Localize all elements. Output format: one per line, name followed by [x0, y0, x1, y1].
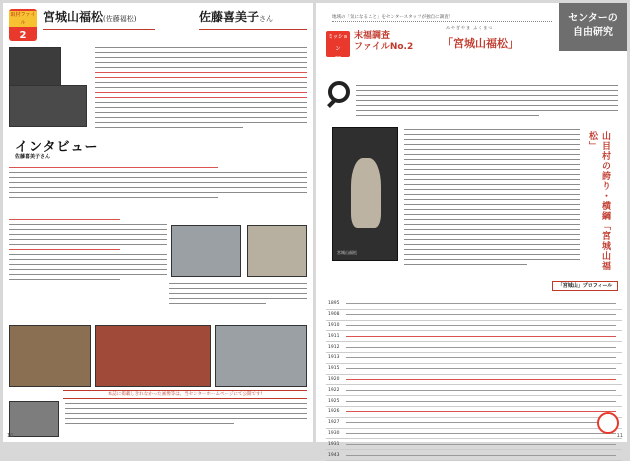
left-page	[3, 3, 313, 442]
timeline-row	[326, 299, 622, 310]
storefront-photo	[9, 85, 87, 127]
timeline-row	[326, 429, 622, 440]
subject-b-suffix: さん	[259, 15, 274, 23]
sumo-photo-caption: 宮城山福松	[337, 250, 357, 255]
interview-title: インタビュー	[15, 140, 99, 155]
timeline-row	[326, 407, 622, 418]
mission-title-file: ファイルNo.2	[354, 42, 414, 52]
crowd-photo-3	[215, 325, 307, 387]
interviewee-name: 佐藤喜美子さん	[15, 154, 51, 160]
subject-a-name: 宮城山福松(佐藤福松)	[43, 10, 137, 24]
mission-number: 39	[334, 56, 342, 62]
timeline-year: 1930	[328, 430, 340, 436]
mission-intro-text	[356, 85, 618, 123]
timeline-row	[326, 375, 622, 386]
timeline-year: 1912	[328, 344, 340, 350]
timeline-row	[326, 342, 622, 353]
subject-b-block	[199, 9, 307, 43]
center-header-line-2: 自由研究	[573, 27, 613, 38]
timeline-row	[326, 385, 622, 396]
timeline-year: 1943	[328, 452, 340, 458]
timeline-year: 1911	[328, 333, 340, 339]
timeline-year: 1910	[328, 322, 340, 328]
magnifier-handle-icon	[327, 98, 337, 108]
sumo-figure	[351, 158, 381, 228]
center-header-line-1: センターの	[568, 13, 618, 24]
caption-bar	[63, 390, 307, 399]
timeline-row	[326, 321, 622, 332]
ceremony-photo	[171, 225, 241, 277]
document-photo	[247, 225, 307, 277]
timeline-year: 1922	[328, 387, 340, 393]
mission-title-name: 「宮城山福松」	[442, 37, 519, 50]
mission-title	[354, 25, 534, 53]
page-number-right: 11	[616, 433, 623, 439]
timeline-row	[326, 331, 622, 342]
mission-body-text	[404, 129, 580, 275]
top-note: 地域の「気になること」をセンタースタッフが独自に調査！	[332, 14, 552, 22]
timeline-year: 1926	[328, 409, 340, 415]
mission-label: ミッション	[328, 34, 348, 52]
closing-text	[65, 403, 307, 433]
mission-title-label: 末福調査	[354, 31, 391, 41]
timeline-year: 1915	[328, 366, 340, 372]
center-header	[559, 3, 627, 51]
subject-b-name: 佐藤喜美子さん	[199, 10, 274, 24]
qa-block-3	[9, 283, 307, 317]
timeline-year: 1908	[328, 312, 340, 318]
timeline-row	[326, 418, 622, 429]
timeline-row	[326, 310, 622, 321]
subject-a-block	[43, 9, 155, 43]
timeline-year: 1895	[328, 301, 340, 307]
subject-a-note: (佐藤福松)	[103, 15, 137, 23]
qa-block-1	[9, 167, 307, 215]
timeline-year: 1927	[328, 420, 340, 426]
file-badge	[9, 9, 37, 41]
page-number-left: 10	[7, 433, 14, 439]
file-badge-label: 取材ファイル	[10, 12, 36, 26]
caption-bar-text: 本誌に掲載しきれなかった画像等は、当センターホームページにて公開です!	[107, 392, 263, 397]
timeline-year: 1913	[328, 355, 340, 361]
timeline-year: 1931	[328, 441, 340, 447]
timeline-row	[326, 353, 622, 364]
timeline-row	[326, 364, 622, 375]
mission-badge	[326, 31, 350, 62]
timeline-row	[326, 450, 622, 461]
crowd-photo-1	[9, 325, 91, 387]
crowd-photo-2	[95, 325, 211, 387]
right-page	[316, 3, 627, 458]
mascot-icon	[597, 412, 619, 434]
subject-a-rule	[43, 29, 155, 30]
mission-title-furigana: みやぎやま ふくまつ	[446, 25, 494, 30]
timeline-row	[326, 439, 622, 450]
timeline-year: 1920	[328, 376, 340, 382]
profile-label	[552, 281, 618, 291]
timeline-year: 1925	[328, 398, 340, 404]
profile-label-text: 「宮城山」プロフィール	[557, 283, 613, 289]
timeline-table	[326, 299, 622, 461]
intro-text	[95, 47, 307, 129]
subject-b-rule	[199, 29, 307, 30]
monument-photo	[9, 401, 59, 437]
file-badge-number: 2	[19, 30, 27, 41]
timeline-row	[326, 396, 622, 407]
vertical-title: 山目村の誇り・横綱「宮城山福松」	[587, 131, 610, 271]
sumo-photo	[332, 127, 398, 261]
interview-heading	[9, 131, 307, 161]
